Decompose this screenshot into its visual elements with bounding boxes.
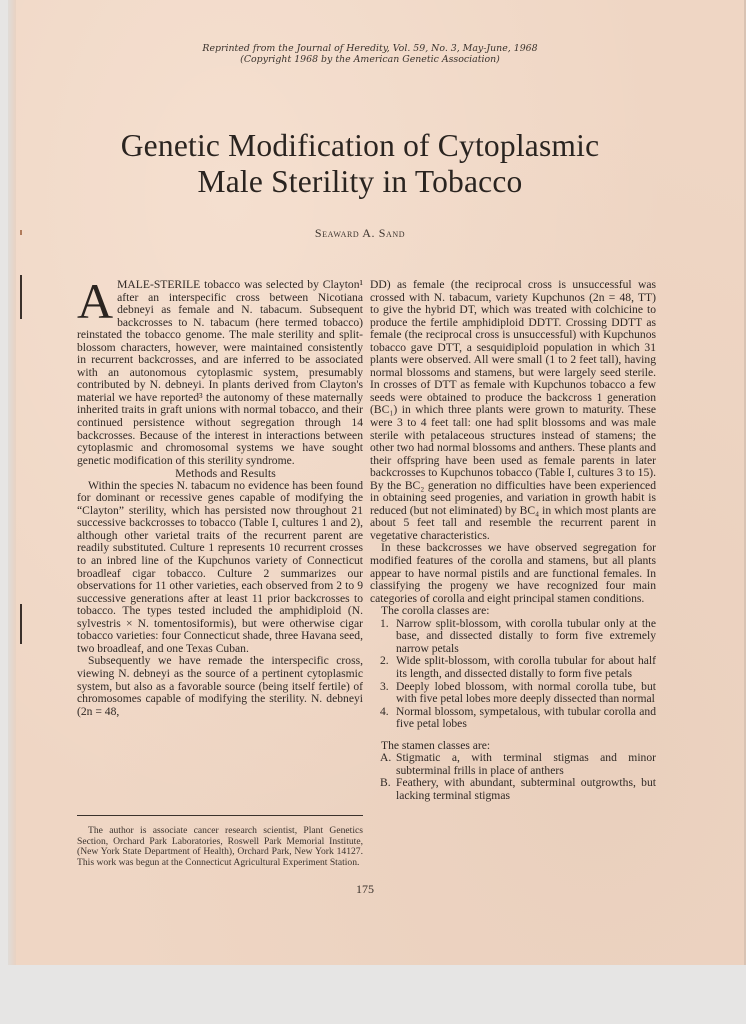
list-text: Wide split-blossom, with corolla tubular for about half its length, and dissected distally to form five petals <box>396 654 656 680</box>
intro-text: MALE-STERILE tobacco was selected by Clayton¹ after an interspecific cross between Nicotiana debneyi as female and N. tabacum. Subsequent backcrosses to N. tabacum (here termed tobacco) reinstated the tobacco genome. The male sterility and split-blossom characters, however, were maintained consistently in recurrent backcrosses, and are inferred to be associated with an autonomous cytoplasmic system, presumably contributed by N. debneyi. In plants derived from Clayton's material we have reported³ the autonomy of these maternally inherited traits in graft unions with normal tobacco, and their continued persistence without segregation through 14 backcrosses. Because of the interest in interactions between cytoplasmic and chromosomal systems we have sought genetic modification of this sterility syndrome. <box>77 278 363 467</box>
methods-paragraph: Within the species N. tabacum no evidence has been found for dominant or recessive genes capable of modifying the “Clayton” sterility, which has persisted now throughout 21 successive backcrosses to tobacco (Table I, cultures 1 and 2), although other varietal traits of the recurrent parent are readily substituted. Culture 1 represents 10 recurrent crosses to an inbred line of the Kupchunos variety of Connecticut broadleaf cigar tobacco. Culture 2 summarizes our observations for 11 other varieties, each observed from 2 to 9 successive generations after at least 11 prior backcrosses to tobacco. The types tested included the amphidiploid (N. sylvestris × N. tomentosiformis), but were otherwise cigar tobacco varieties: four Connecticut shade, three Havana seed, two broadleaf, and one Texas Cuban. <box>77 478 363 655</box>
page-number: 175 <box>356 882 374 896</box>
margin-speck <box>20 230 22 235</box>
margin-mark <box>20 604 22 644</box>
list-text: Normal blossom, sympetalous, with tubular corolla and five petal lobes <box>396 704 656 731</box>
list-text: Feathery, with abundant, subterminal outgrowths, but lacking terminal stigmas <box>396 776 656 802</box>
list-marker: 4. <box>380 704 389 718</box>
list-marker: B. <box>380 776 391 790</box>
list-marker: 2. <box>380 654 389 668</box>
list-item <box>370 777 656 802</box>
corolla-intro: The corolla classes are: <box>381 604 490 618</box>
segregation-paragraph: In these backcrosses we have observed segregation for modified features of the corolla and stamens, but all plants appear to have normal pistils and are functional females. In classifying the progeny we have recognized four main categories of corolla and eight principal stamen conditions. <box>370 541 656 605</box>
reprint-line-2: (Copyright 1968 by the American Genetic Association) <box>240 54 500 65</box>
list-item <box>370 618 656 656</box>
list-marker: A. <box>380 751 392 765</box>
list-marker: 1. <box>380 616 389 630</box>
list-item <box>370 706 656 731</box>
footnote-divider <box>77 815 363 816</box>
reprint-notice <box>120 43 620 65</box>
list-text: Stigmatic a, with terminal stigmas and minor subterminal frills in place of anthers <box>396 751 656 777</box>
list-item <box>370 752 656 777</box>
author-footnote: The author is associate cancer research scientist, Plant Genetics Section, Orchard Park Laboratories, Roswell Park Memorial Institute, (New York State Department of Health), Orchard Park, New York 14127. This work was begun at the Connecticut Agricultural Experiment Station. <box>77 825 363 868</box>
author-name: Seaward A. Sand <box>314 226 406 240</box>
list-item <box>370 681 656 706</box>
right-column <box>370 279 656 802</box>
list-text: Deeply lobed blossom, with normal corolla tube, but with five petal lobes more deeply dissected than normal <box>396 679 656 706</box>
hybrid-paragraph: DD) as female (the reciprocal cross is unsuccessful was crossed with N. tabacum, variety Kupchunos (2n = 48, TT) to give the hybrid DT, which was treated with colchicine to produce the fertile amphidiploid DDTT. Crossing DDTT as female (the reciprocal cross is unsuccessful) with Kupchunos tobacco gave DTT, a sesquidiploid population in which 31 plants were observed. All were small (1 to 2 feet tall), having normal blossoms and stamens, but were largely seed sterile. In crosses of DTT as female with Kupchunos tobacco a few seeds were obtained to produce the backcross 1 generation (BC₁) in which three plants were grown to maturity. These were 3 to 4 feet tall: one had split blossoms and was male sterile with petalaceous structures instead of stamens; the other two had normal blossoms and anthers. These plants and their offspring have been used as female parents in later backcrosses to Kupchunos tobacco (Table I, cultures 3 to 15). By the BC₂ generation no difficulties have been experienced in obtaining seed progenies, and variation in growth habit is reduced (but not eliminated) by BC₄ in which most plants are about 5 feet tall and resemble the recurrent parent in vegetative characteristics. <box>370 278 656 542</box>
remade-cross-paragraph: Subsequently we have remade the interspecific cross, viewing N. debneyi as the source of a pertinent cytoplasmic system, but also as a favorable source (being itself fertile) of chromosomes capable of modifying the sterility. N. debneyi (2n = 48, <box>77 654 363 718</box>
stamen-class-list <box>370 752 656 802</box>
intro-paragraph <box>77 273 363 467</box>
drop-cap: A <box>77 273 114 329</box>
stamen-intro: The stamen classes are: <box>381 738 491 752</box>
list-item <box>370 655 656 680</box>
section-heading: Methods and Results <box>175 466 276 481</box>
left-column <box>77 273 363 718</box>
page-edge <box>8 0 16 965</box>
corolla-class-list <box>370 618 656 731</box>
title-line-1: Genetic Modification of Cytoplasmic <box>120 128 600 163</box>
article-title <box>60 128 660 200</box>
title-line-2: Male Sterility in Tobacco <box>197 164 523 199</box>
reprint-line-1: Reprinted from the Journal of Heredity, Vol. 59, No. 3, May-June, 1968 <box>202 43 538 54</box>
list-text: Narrow split-blossom, with corolla tubular only at the base, and dissected distally to form five extremely narrow petals <box>396 616 656 655</box>
margin-mark <box>20 275 22 319</box>
list-marker: 3. <box>380 679 389 693</box>
